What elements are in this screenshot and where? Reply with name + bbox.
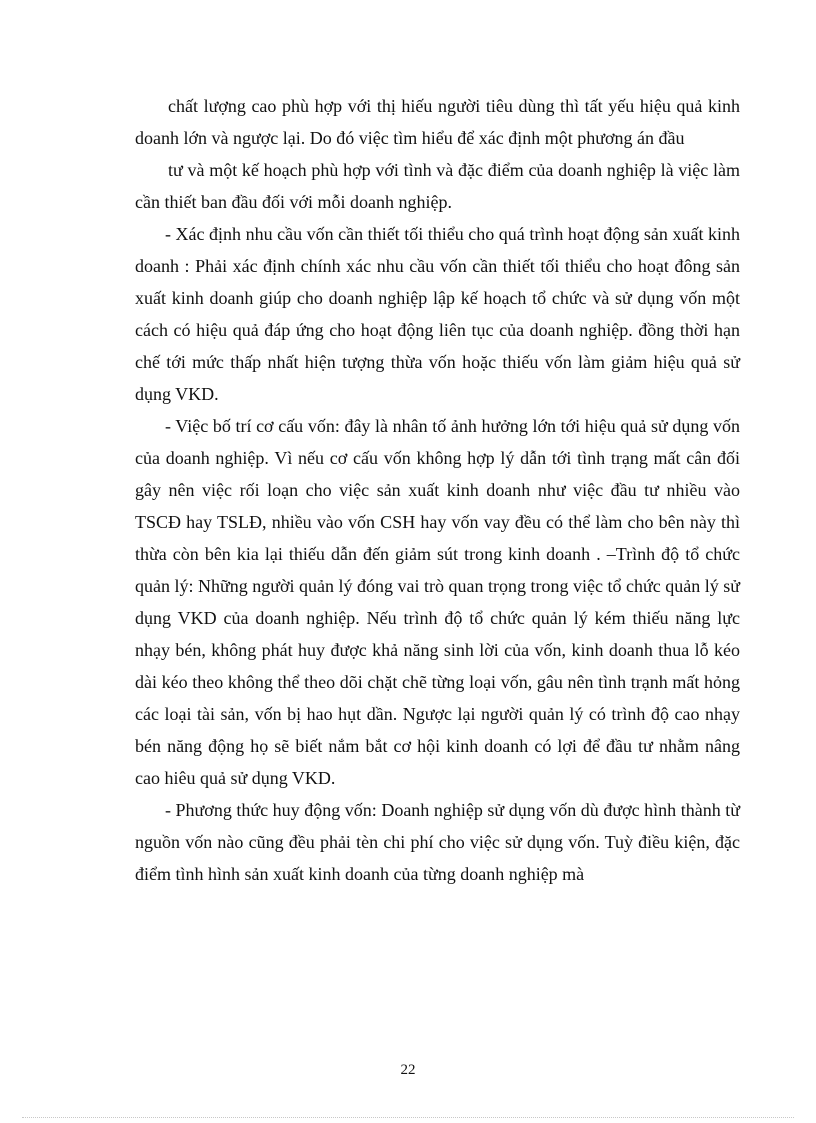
page-body (135, 90, 740, 890)
paragraph-capital-mobilization: - Phương thức huy động vốn: Doanh nghiệp sử dụng vốn dù được hình thành từ nguồn vốn nào cũng đều phải tèn chi phí cho việc sử dụng vốn. Tuỳ điều kiện, đặc điểm tình hình sản xuất kinh doanh của từng doanh nghiệp mà (135, 800, 740, 884)
page-number: 22 (400, 1062, 416, 1078)
paragraph-capital-needs: - Xác định nhu cầu vốn cần thiết tối thiểu cho quá trình hoạt động sản xuất kinh doanh : Phải xác định chính xác nhu cầu vốn cần thiết tối thiểu cho hoạt đông sản xuất kinh doanh giúp cho doanh nghiệp lập kế hoạch tổ chức và sử dụng vốn một cách có hiệu quả đáp ứng cho hoạt động liên tục của doanh nghiệp. đồng thời hạn chế tới mức thấp nhất hiện tượng thừa vốn hoặc thiếu vốn làm giảm hiệu quả sử dụng VKD. (135, 224, 740, 404)
footer-dotted-rule (22, 1117, 794, 1118)
paragraph-plan-suitability: tư và một kế hoạch phù hợp với tình và đặc điểm của doanh nghiệp là việc làm cần thiết ban đầu đối với mỗi doanh nghiệp. (135, 160, 740, 212)
paragraph-project-choice: chất lượng cao phù hợp với thị hiếu người tiêu dùng thì tất yếu hiệu quả kinh doanh lớn và ngược lại. Do đó việc tìm hiểu để xác định một phương án đầu (135, 96, 740, 148)
paragraph-capital-structure: - Việc bố trí cơ cấu vốn: đây là nhân tố ảnh hưởng lớn tới hiệu quả sử dụng vốn của doanh nghiệp. Vì nếu cơ cấu vốn không hợp lý dẫn tới tình trạng mất cân đối gây nên việc rối loạn cho việc sản xuất kinh doanh như việc đầu tư nhiều vào TSCĐ hay TSLĐ, nhiều vào vốn CSH hay vốn vay đều có thể làm cho bên này thì thừa còn bên kia lại thiếu dẫn đến giảm sút trong kinh doanh . –Trình độ tổ chức quản lý: Những người quản lý đóng vai trò quan trọng trong việc tổ chức quản lý sử dụng VKD của doanh nghiệp. Nếu trình độ tổ chức quản lý kém thiếu năng lực nhạy bén, không phát huy được khả năng sinh lời của vốn, kinh doanh thua lỗ kéo dài kéo theo không thể theo dõi chặt chẽ từng loại vốn, gâu nên tình trạnh mất hỏng các loại tài sản, vốn bị hao hụt dần. Ngược lại người quản lý có trình độ cao nhạy bén năng động họ sẽ biết nắm bắt cơ hội kinh doanh có lợi để đầu tư nhằm nâng cao hiêu quả sử dụng VKD. (135, 416, 740, 788)
